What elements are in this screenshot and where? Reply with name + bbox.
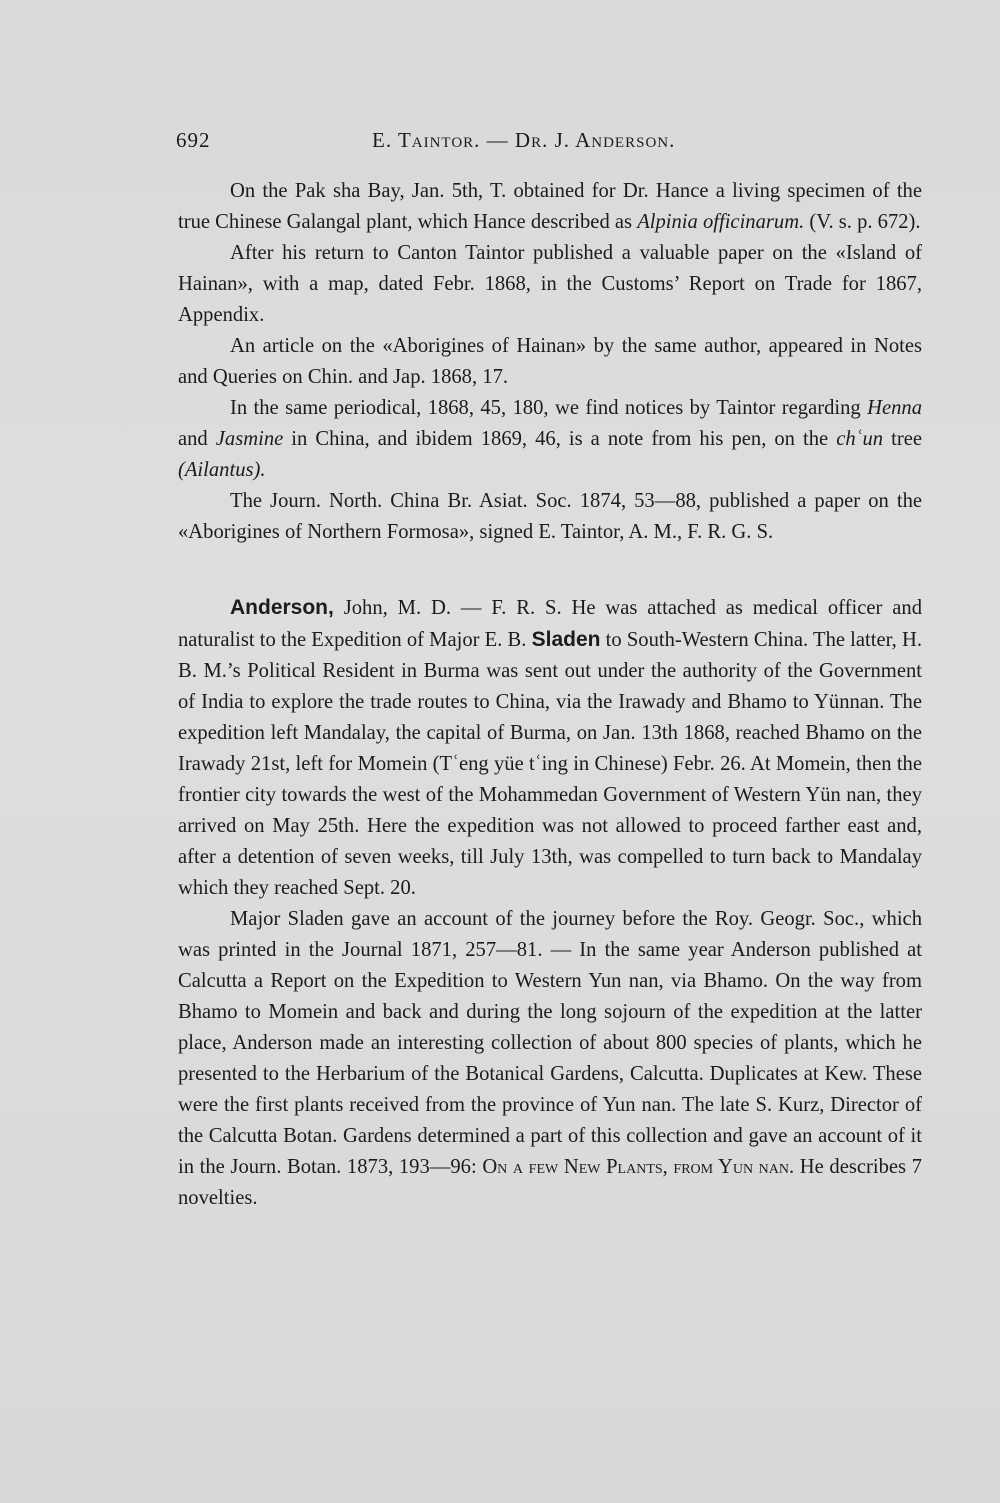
text-run: Major Sladen gave an account of the journey before the Roy. Geogr. Soc., which was printed in the Journal 1871, 257—81. — In the same year Anderson published at Calcutta a Report on the Expedition to Western Yun nan, via Bhamo. On the way from Bhamo to Momein and back and during the long sojourn of the expedition at the latter place, Anderson made an interesting collection of about 800 species of plants, which he presented to the Herbarium of the Botanical Gardens, Calcutta. Duplicates at Kew. These were the first plants received from the province of Yun nan. The late S. Kurz, Director of the Calcutta Botan. Gardens determined a part of this collection and gave an account of it in the Journ. Botan. 1873, 193—96:: [178, 908, 922, 1178]
text-run: John, M. D. — F. R. S. He was attached as medical officer and naturalist to the Expedition of Major E. B.: [178, 597, 922, 651]
page-header: [176, 128, 926, 162]
running-head: E. Taintor. — Dr. J. Anderson.: [372, 128, 676, 152]
italic-text: chʿun: [836, 428, 884, 450]
text-run: He describes 7 novelties.: [178, 1156, 922, 1209]
text-run: to South-Western China. The latter, H. B. M.’s Political Resident in Burma was sent out under the authority of the Government of India to explore the trade routes to China, via the Irawady and Bhamo to Yünnan. The expedition left Mandalay, the capital of Burma, on Jan. 13th 1868, reached Bhamo on the Irawady 21st, left for Momein (Tʿeng yüe tʿing in Chinese) Febr. 26. At Momein, then the frontier city towards the west of the Mohammedan Government of Western Yün nan, they arrived on May 25th. Here the expedition was not allowed to proceed farther east and, after a detention of seven weeks, till July 13th, was compelled to turn back to Mandalay which they reached Sept. 20.: [178, 629, 922, 899]
paragraph-galangal: [178, 176, 922, 238]
text-run: In the same periodical, 1868, 45, 180, we find notices by Taintor regarding: [230, 397, 868, 419]
small-caps-title: On a few New Plants, from Yun nan.: [482, 1156, 795, 1178]
paragraph-hainan-paper: After his return to Canton Taintor published a valuable paper on the «Island of Hainan», with a map, dated Febr. 1868, in the Customs’ Report on Trade for 1867, Appendix.: [178, 242, 922, 326]
paragraph-sladen-account: [178, 904, 922, 1214]
text-run: in China, and ibidem 1869, 46, is a note from his pen, on the: [283, 428, 837, 450]
body-text: [178, 176, 922, 1214]
paragraph-aborigines-hainan: An article on the «Aborigines of Hainan» by the same author, appeared in Notes and Queries on Chin. and Jap. 1868, 17.: [178, 335, 922, 388]
page-number: 692: [176, 128, 211, 152]
italic-text: Alpinia officinarum.: [637, 211, 805, 233]
italic-text: Henna: [867, 397, 922, 419]
text-run: tree: [883, 428, 923, 450]
text-run: On the Pak sha Bay, Jan. 5th, T. obtained for Dr. Hance a living specimen of the true Chinese Galangal plant, which Hance described as: [178, 180, 922, 233]
entry-name: Anderson,: [230, 596, 334, 619]
italic-text: Jasmine: [215, 428, 284, 450]
italic-text: (Ailantus).: [178, 459, 266, 481]
text-run: and: [178, 428, 216, 450]
paragraph-formosa: The Journ. North. China Br. Asiat. Soc. 1874, 53—88, published a paper on the «Aborigines of Northern Formosa», signed E. Taintor, A. M., F. R. G. S.: [178, 490, 922, 543]
paragraph-periodical: [178, 393, 922, 486]
paragraph-anderson-entry: [178, 592, 922, 904]
bold-name-sladen: Sladen: [531, 628, 601, 651]
text-run: (V. s. p. 672).: [804, 211, 921, 233]
